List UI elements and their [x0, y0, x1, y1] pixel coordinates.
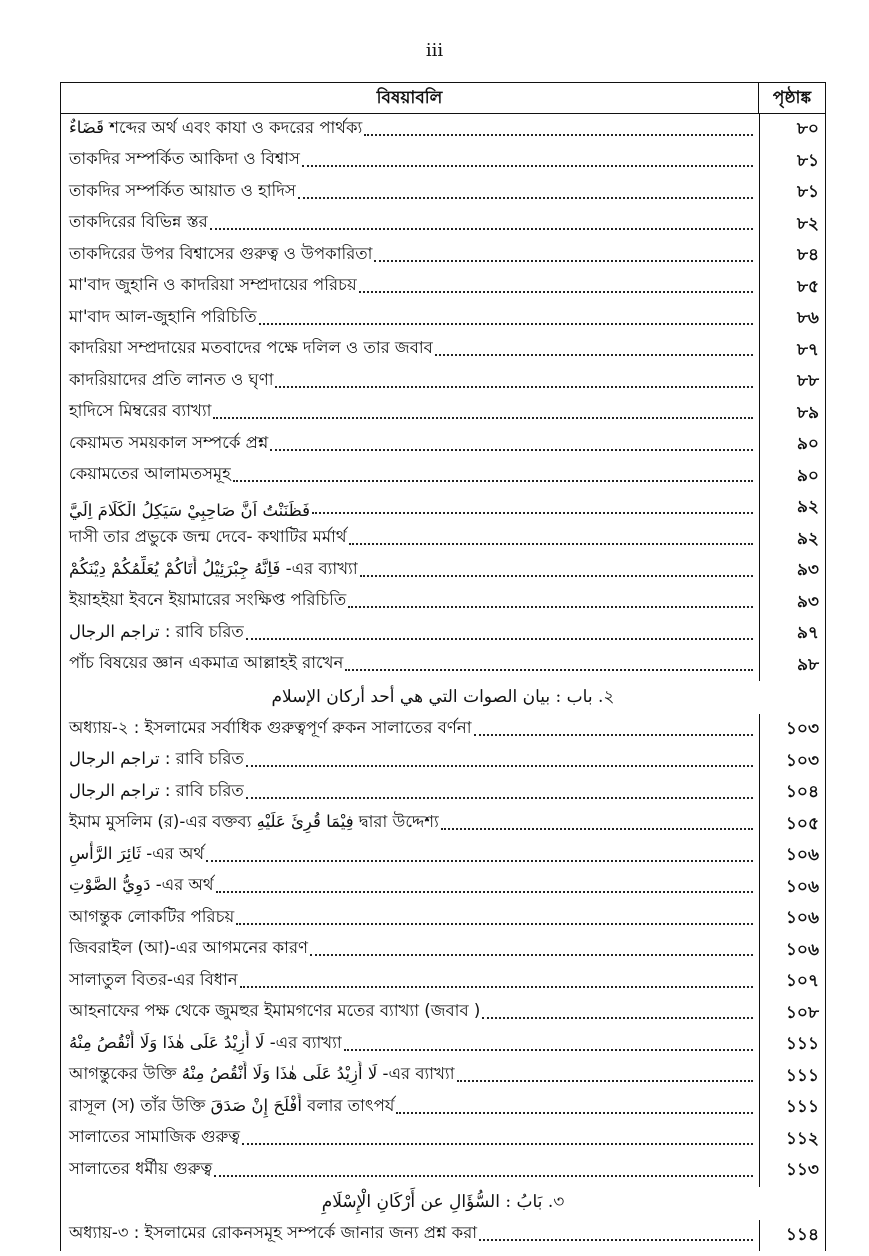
toc-row [61, 555, 825, 587]
toc-page-number: ১০৫ [759, 809, 825, 841]
toc-page-number: ৮০ [759, 114, 825, 146]
toc-group-1 [61, 114, 825, 681]
toc-page-number: ৮৭ [759, 335, 825, 367]
toc-entry-text: قَضَاءٌ শব্দের অর্থ এবং কাযা ও কদরের পার্থক্য [69, 117, 363, 137]
dot-leader [302, 165, 753, 167]
dot-leader [374, 260, 753, 262]
dot-leader [441, 828, 753, 830]
dot-leader [216, 891, 753, 893]
toc-topic [61, 1030, 759, 1061]
toc-topic [61, 904, 759, 935]
toc-topic [61, 556, 759, 587]
page-number: iii [425, 40, 444, 61]
toc-row [61, 587, 825, 619]
toc-topic [61, 1093, 759, 1124]
dot-leader [345, 669, 753, 671]
toc-page-number: ৮৫ [759, 272, 825, 304]
toc-entry-text: দাসী তার প্রভুকে জন্ম দেবে- কথাটির মর্মার্থ [69, 527, 347, 546]
toc-row [61, 461, 825, 493]
toc-entry-text: তাকদিরের বিভিন্ন স্তর [69, 212, 208, 231]
dot-leader [259, 323, 753, 325]
dot-leader [435, 354, 753, 356]
dot-leader [359, 291, 753, 293]
toc-row [61, 1155, 825, 1187]
toc-topic [61, 430, 759, 461]
toc-entry-text: তাকদির সম্পর্কিত আয়াত ও হাদিস [69, 180, 296, 200]
toc-row [61, 650, 825, 682]
toc-page-number: ১০৮ [759, 998, 825, 1030]
toc-header [61, 83, 825, 114]
toc-page-number: ১১৪ [759, 1220, 825, 1252]
toc-page-number: ৮১ [759, 177, 825, 209]
toc-entry-text: তাকদির সম্পর্কিত আকিদা ও বিশ্বাস [69, 149, 300, 168]
toc-page-number: ৯৩ [759, 587, 825, 619]
toc-topic [61, 841, 759, 872]
toc-row [61, 809, 825, 841]
toc-row [61, 1124, 825, 1156]
toc-page-number: ১১১ [759, 1092, 825, 1124]
dot-leader [479, 1239, 753, 1241]
toc-page-number: ১১১ [759, 1029, 825, 1061]
toc-entry-text: অধ্যায়-৩ : ইসলামের রোকনসমূহ সম্পর্কে জানার জন্য প্রশ্ন করা [69, 1223, 478, 1242]
dot-leader [360, 575, 753, 577]
dot-leader [474, 734, 754, 736]
dot-leader [233, 480, 753, 482]
toc-entry-text: সালাতের ধর্মীয় গুরুত্ব [69, 1158, 213, 1178]
chapter-heading: ৩. بَابُ : السُّؤَالِ عن أَرْكَانِ الْإِسْلَامِ [321, 1192, 565, 1212]
toc-row [61, 429, 825, 461]
toc-row [61, 1092, 825, 1124]
toc-topic [61, 587, 759, 618]
toc-page-number: ৮২ [759, 209, 825, 241]
toc-entry-text: রাসূল (স) তাঁর উক্তি أَفْلَحَ إِنْ صَدَقَ বলার তাৎপর্য [69, 1095, 395, 1115]
toc-entry-text: জিবরাইল (আ)-এর আগমনের কারণ [69, 938, 309, 957]
toc-page-number: ১০৬ [759, 935, 825, 967]
toc-entry-text: কাদরিয়া সম্প্রদায়ের মতবাদের পক্ষে দলিল ও তার জবাব [69, 338, 433, 357]
toc-row [61, 840, 825, 872]
toc-row [61, 618, 825, 650]
toc-topic [61, 1061, 759, 1092]
toc-entry-text: تراجم الرجال : রাবি চরিত [69, 621, 244, 641]
toc-topic [61, 461, 759, 492]
toc-row [61, 209, 825, 241]
toc-topic [61, 872, 759, 903]
toc-entry-text: তাকদিরের উপর বিশ্বাসের গুরুত্ব ও উপকারিতা [69, 243, 373, 263]
toc-entry-text: فَظَنَنْتُ اَنَّ صَاحِبِيْ سَيَكِلُ الْكَلَامَ اِلَيَّ [69, 500, 311, 520]
toc-topic [61, 1220, 759, 1251]
dot-leader [312, 512, 753, 514]
toc-row [61, 114, 825, 146]
toc-topic [61, 367, 759, 398]
toc-entry-text: কাদরিয়াদের প্রতি লানত ও ঘৃণা [69, 369, 274, 389]
toc-topic [61, 1156, 759, 1187]
dot-leader [364, 134, 753, 136]
toc-page-number: ৯২ [759, 492, 825, 524]
toc-topic [61, 524, 759, 555]
toc-entry-text: আগন্তুক লোকটির পরিচয় [69, 906, 235, 926]
toc-row [61, 335, 825, 367]
toc-row [61, 398, 825, 430]
dot-leader [275, 386, 753, 388]
toc-entry-text: لَا أَزِيْدُ عَلَى هٰذَا وَلَا أَنْقُصُ مِنْهُ -এর ব্যাখ্যা [69, 1032, 342, 1052]
toc-row [61, 966, 825, 998]
toc-page-number: ৯০ [759, 429, 825, 461]
toc-page-number: ১১২ [759, 1124, 825, 1156]
toc-entry-text: মা'বাদ জুহানি ও কাদরিয়া সম্প্রদায়ের পরিচয় [69, 275, 357, 294]
toc-row [61, 272, 825, 304]
toc-page-number: ৯৮ [759, 650, 825, 682]
toc-page-number: ৮৪ [759, 240, 825, 272]
toc-row [61, 746, 825, 778]
toc-entry-text: আহনাফের পক্ষ থেকে জুমহুর ইমামগণের মতের ব্যাখ্যা (জবাব ) [69, 1001, 481, 1020]
dot-leader [210, 228, 753, 230]
toc-topic [61, 115, 759, 146]
toc-row [61, 935, 825, 967]
toc-group-2 [61, 714, 825, 1187]
toc-entry-text: পাঁচ বিষয়ের জ্ঞান একমাত্র আল্লাহই রাখেন [69, 653, 344, 672]
toc-entry-text: دَوِيُّ الصَّوْتِ -এর অর্থ [69, 875, 214, 894]
toc-entry-text: মা'বাদ আল-জুহানি পরিচিতি [69, 306, 257, 326]
toc-topic [61, 809, 759, 840]
toc-page-number: ১০৪ [759, 777, 825, 809]
toc-entry-text: ثَائِرَ الرَّأْسِ -এর অর্থ [69, 843, 205, 863]
dot-leader [270, 449, 753, 451]
dot-leader [298, 197, 753, 199]
toc-group-3 [61, 1220, 825, 1252]
toc-entry-text: সালাতুল বিতর-এর বিধান [69, 969, 238, 989]
dot-leader [310, 954, 753, 956]
dot-leader [246, 638, 753, 640]
toc-topic [61, 778, 759, 809]
toc-topic [61, 209, 759, 240]
toc-topic [61, 650, 759, 681]
toc-page-number: ৯৭ [759, 618, 825, 650]
toc-topic [61, 241, 759, 272]
dot-leader [349, 543, 753, 545]
toc-topic [61, 746, 759, 777]
dot-leader [214, 1175, 753, 1177]
toc-topic [61, 178, 759, 209]
toc-page-number: ৯২ [759, 524, 825, 556]
toc-row [61, 1220, 825, 1252]
toc-page-number: ৮১ [759, 146, 825, 178]
toc-topic [61, 335, 759, 366]
toc-topic [61, 935, 759, 966]
toc-page-number: ১১৩ [759, 1155, 825, 1187]
toc-page-number: ৮৮ [759, 366, 825, 398]
toc-row [61, 366, 825, 398]
toc-row [61, 146, 825, 178]
toc-page-number: ১০৬ [759, 840, 825, 872]
dot-leader [213, 417, 753, 419]
toc-entry-text: تراجم الرجال : রাবি চরিত [69, 780, 244, 800]
toc-page-number: ১০৩ [759, 714, 825, 746]
toc-page-number: ১০৩ [759, 746, 825, 778]
toc-page-number: ৯৩ [759, 555, 825, 587]
toc-entry-text: ইমাম মুসলিম (র)-এর বক্তব্য فِيْمَا قُرِئَ عَلَيْهِ দ্বারা উদ্দেশ্য [69, 812, 439, 831]
toc-topic [61, 619, 759, 650]
toc-topic [61, 146, 759, 177]
topic-column-header: বিষয়াবলি [376, 88, 443, 108]
toc-row [61, 1061, 825, 1093]
toc-topic [61, 1124, 759, 1155]
page-column-header: পৃষ্ঠাঙ্ক [758, 83, 825, 113]
toc-page-number: ৮৯ [759, 398, 825, 430]
toc-row [61, 714, 825, 746]
table-of-contents [60, 82, 826, 1251]
toc-topic [61, 304, 759, 335]
toc-entry-text: কেয়ামতের আলামতসমূহ [69, 464, 231, 483]
toc-page-number: ৯০ [759, 461, 825, 493]
toc-row [61, 492, 825, 524]
toc-entry-text: تراجم الرجال : রাবি চরিত [69, 749, 244, 768]
toc-entry-text: হাদিসে মিম্বরের ব্যাখ্যা [69, 401, 212, 420]
toc-page-number: ১০৭ [759, 966, 825, 998]
toc-entry-text: অধ্যায়-২ : ইসলামের সর্বাধিক গুরুত্বপূর্ণ রুকন সালাতের বর্ণনা [69, 717, 472, 737]
dot-leader [482, 1017, 753, 1019]
toc-entry-text: কেয়ামত সময়কাল সম্পর্কে প্রশ্ন [69, 432, 269, 452]
toc-row [61, 872, 825, 904]
chapter-heading: ২. باب : بيان الصوات التي هي أحد أركان الإسلام [271, 686, 615, 707]
toc-row [61, 1029, 825, 1061]
dot-leader [242, 1143, 753, 1145]
dot-leader [236, 923, 753, 925]
toc-row [61, 177, 825, 209]
toc-page-number: ৮৬ [759, 303, 825, 335]
toc-row [61, 303, 825, 335]
dot-leader [206, 860, 753, 862]
toc-entry-text: فَاِنَّهُ جِبْرَئِيْلُ أَتَاكُمْ يُعَلِّمُكُمْ دِيْنَكُمْ -এর ব্যাখ্যা [69, 558, 358, 578]
toc-row [61, 524, 825, 556]
toc-page-number: ১০৬ [759, 872, 825, 904]
toc-topic [61, 715, 759, 746]
toc-page-number: ১১১ [759, 1061, 825, 1093]
toc-entry-text: আগন্তুকের উক্তি لَا أَزِيْدُ عَلَى هٰذَا وَلَا أَنْقُصُ مِنْهُ -এর ব্যাখ্যা [69, 1064, 455, 1083]
toc-topic [61, 398, 759, 429]
toc-topic [61, 501, 759, 524]
toc-topic [61, 998, 759, 1029]
toc-row [61, 777, 825, 809]
toc-topic [61, 967, 759, 998]
toc-row [61, 903, 825, 935]
toc-row [61, 998, 825, 1030]
toc-row [61, 240, 825, 272]
dot-leader [457, 1080, 754, 1082]
dot-leader [396, 1112, 753, 1114]
toc-topic [61, 272, 759, 303]
dot-leader [240, 986, 753, 988]
toc-entry-text: সালাতের সামাজিক গুরুত্ব [69, 1127, 241, 1146]
dot-leader [344, 1049, 753, 1051]
dot-leader [246, 765, 753, 767]
dot-leader [348, 606, 753, 608]
toc-page-number: ১০৬ [759, 903, 825, 935]
toc-entry-text: ইয়াহইয়া ইবনে ইয়ামারের সংক্ষিপ্ত পরিচিতি [69, 590, 347, 609]
dot-leader [246, 797, 753, 799]
